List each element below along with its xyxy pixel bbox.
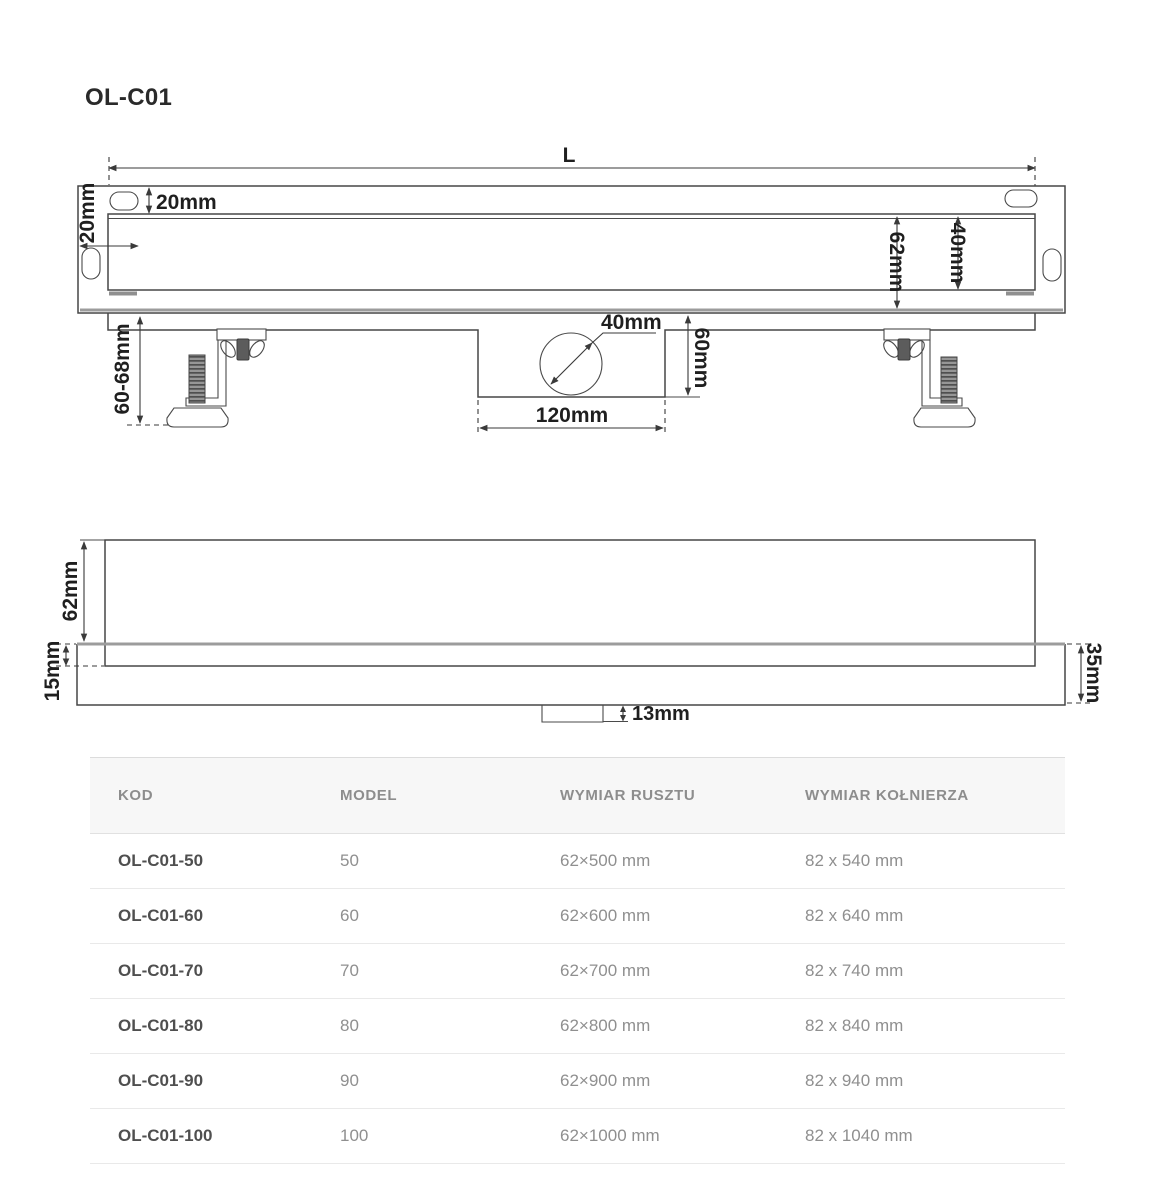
foot-base <box>914 408 975 427</box>
wing-nut-bolt <box>898 339 910 360</box>
cell-kolnierz: 82 x 840 mm <box>805 1016 904 1035</box>
dim-label-outlet-stub: 13mm <box>632 703 690 725</box>
cell-kod: OL-C01-50 <box>118 851 204 870</box>
column-header-model: MODEL <box>340 787 398 804</box>
dim-flange-lip <box>41 641 104 702</box>
dim-grate-height <box>946 217 969 289</box>
column-header-ruszt: WYMIAR RUSZTU <box>560 787 696 804</box>
wing-nut-right-wing <box>247 338 267 360</box>
cell-model: 90 <box>340 1071 359 1090</box>
dim-side-channel-height <box>59 540 105 641</box>
table-row <box>90 889 1065 944</box>
front-view-drawing <box>76 144 1065 434</box>
dim-label-outlet-diameter: 40mm <box>601 311 662 334</box>
dim-tray-height <box>1067 643 1105 704</box>
dim-grate-length <box>109 144 1035 186</box>
cell-kolnierz: 82 x 1040 mm <box>805 1126 913 1145</box>
table-row <box>90 944 1065 999</box>
wing-nut-left-wing <box>218 338 238 360</box>
cell-ruszt: 62×700 mm <box>560 961 651 980</box>
dim-label-top-offset: 20mm <box>156 191 217 214</box>
threaded-rod <box>941 357 957 403</box>
adjustable-foot-left <box>167 329 267 427</box>
dim-outlet-stub <box>603 703 690 725</box>
cell-ruszt: 62×800 mm <box>560 1016 651 1035</box>
threaded-rod <box>189 355 205 403</box>
cell-kolnierz: 82 x 740 mm <box>805 961 904 980</box>
spec-table <box>90 757 1065 1164</box>
dim-label-foot-range: 60-68mm <box>111 323 134 415</box>
cell-kod: OL-C01-90 <box>118 1071 204 1090</box>
table-row <box>90 834 1065 889</box>
dim-label-grate-height: 40mm <box>946 222 969 284</box>
table-row <box>90 1109 1065 1164</box>
outlet-stub-outline <box>542 705 603 722</box>
cell-model: 60 <box>340 906 359 925</box>
column-header-kolnierz: WYMIAR KOŁNIERZA <box>805 787 969 804</box>
cell-kod: OL-C01-80 <box>118 1016 204 1035</box>
wing-nut-bolt <box>237 339 249 360</box>
cell-ruszt: 62×1000 mm <box>560 1126 660 1145</box>
cell-kod: OL-C01-60 <box>118 906 204 925</box>
cell-model: 80 <box>340 1016 359 1035</box>
dim-sump-width <box>478 400 665 434</box>
cell-model: 70 <box>340 961 359 980</box>
table-row <box>90 999 1065 1054</box>
cell-kod: OL-C01-70 <box>118 961 204 980</box>
cell-ruszt: 62×900 mm <box>560 1071 651 1090</box>
channel-body-outline <box>105 540 1035 666</box>
dim-label-flange-lip: 15mm <box>41 640 64 702</box>
foot-base <box>167 408 228 427</box>
cell-kolnierz: 82 x 540 mm <box>805 851 904 870</box>
dim-top-slot-offset <box>149 188 217 214</box>
cell-model: 50 <box>340 851 359 870</box>
cell-model: 100 <box>340 1126 369 1145</box>
cell-kolnierz: 82 x 940 mm <box>805 1071 904 1090</box>
dim-label-side-offset: 20mm <box>76 182 99 244</box>
cell-kod: OL-C01-100 <box>118 1126 213 1145</box>
spec-table-header <box>90 758 1065 834</box>
adjustable-foot-right <box>881 329 975 427</box>
cell-ruszt: 62×500 mm <box>560 851 651 870</box>
product-code-title: OL-C01 <box>85 84 173 111</box>
dim-label-channel-height: 62mm <box>885 231 908 293</box>
dim-label-length: L <box>562 144 576 167</box>
dim-label-sump-depth: 60mm <box>690 327 713 389</box>
column-header-kod: KOD <box>118 787 154 804</box>
dim-label-side-channel-height: 62mm <box>59 560 82 622</box>
dim-label-tray-height: 35mm <box>1082 642 1105 704</box>
dim-sump-depth <box>665 316 713 397</box>
dim-foot-adjust-range <box>111 317 168 425</box>
cell-ruszt: 62×600 mm <box>560 906 651 925</box>
side-view-drawing <box>41 540 1105 725</box>
cell-kolnierz: 82 x 640 mm <box>805 906 904 925</box>
dim-label-sump-width: 120mm <box>535 404 609 427</box>
table-row <box>90 1054 1065 1109</box>
outlet-diameter <box>540 311 662 395</box>
